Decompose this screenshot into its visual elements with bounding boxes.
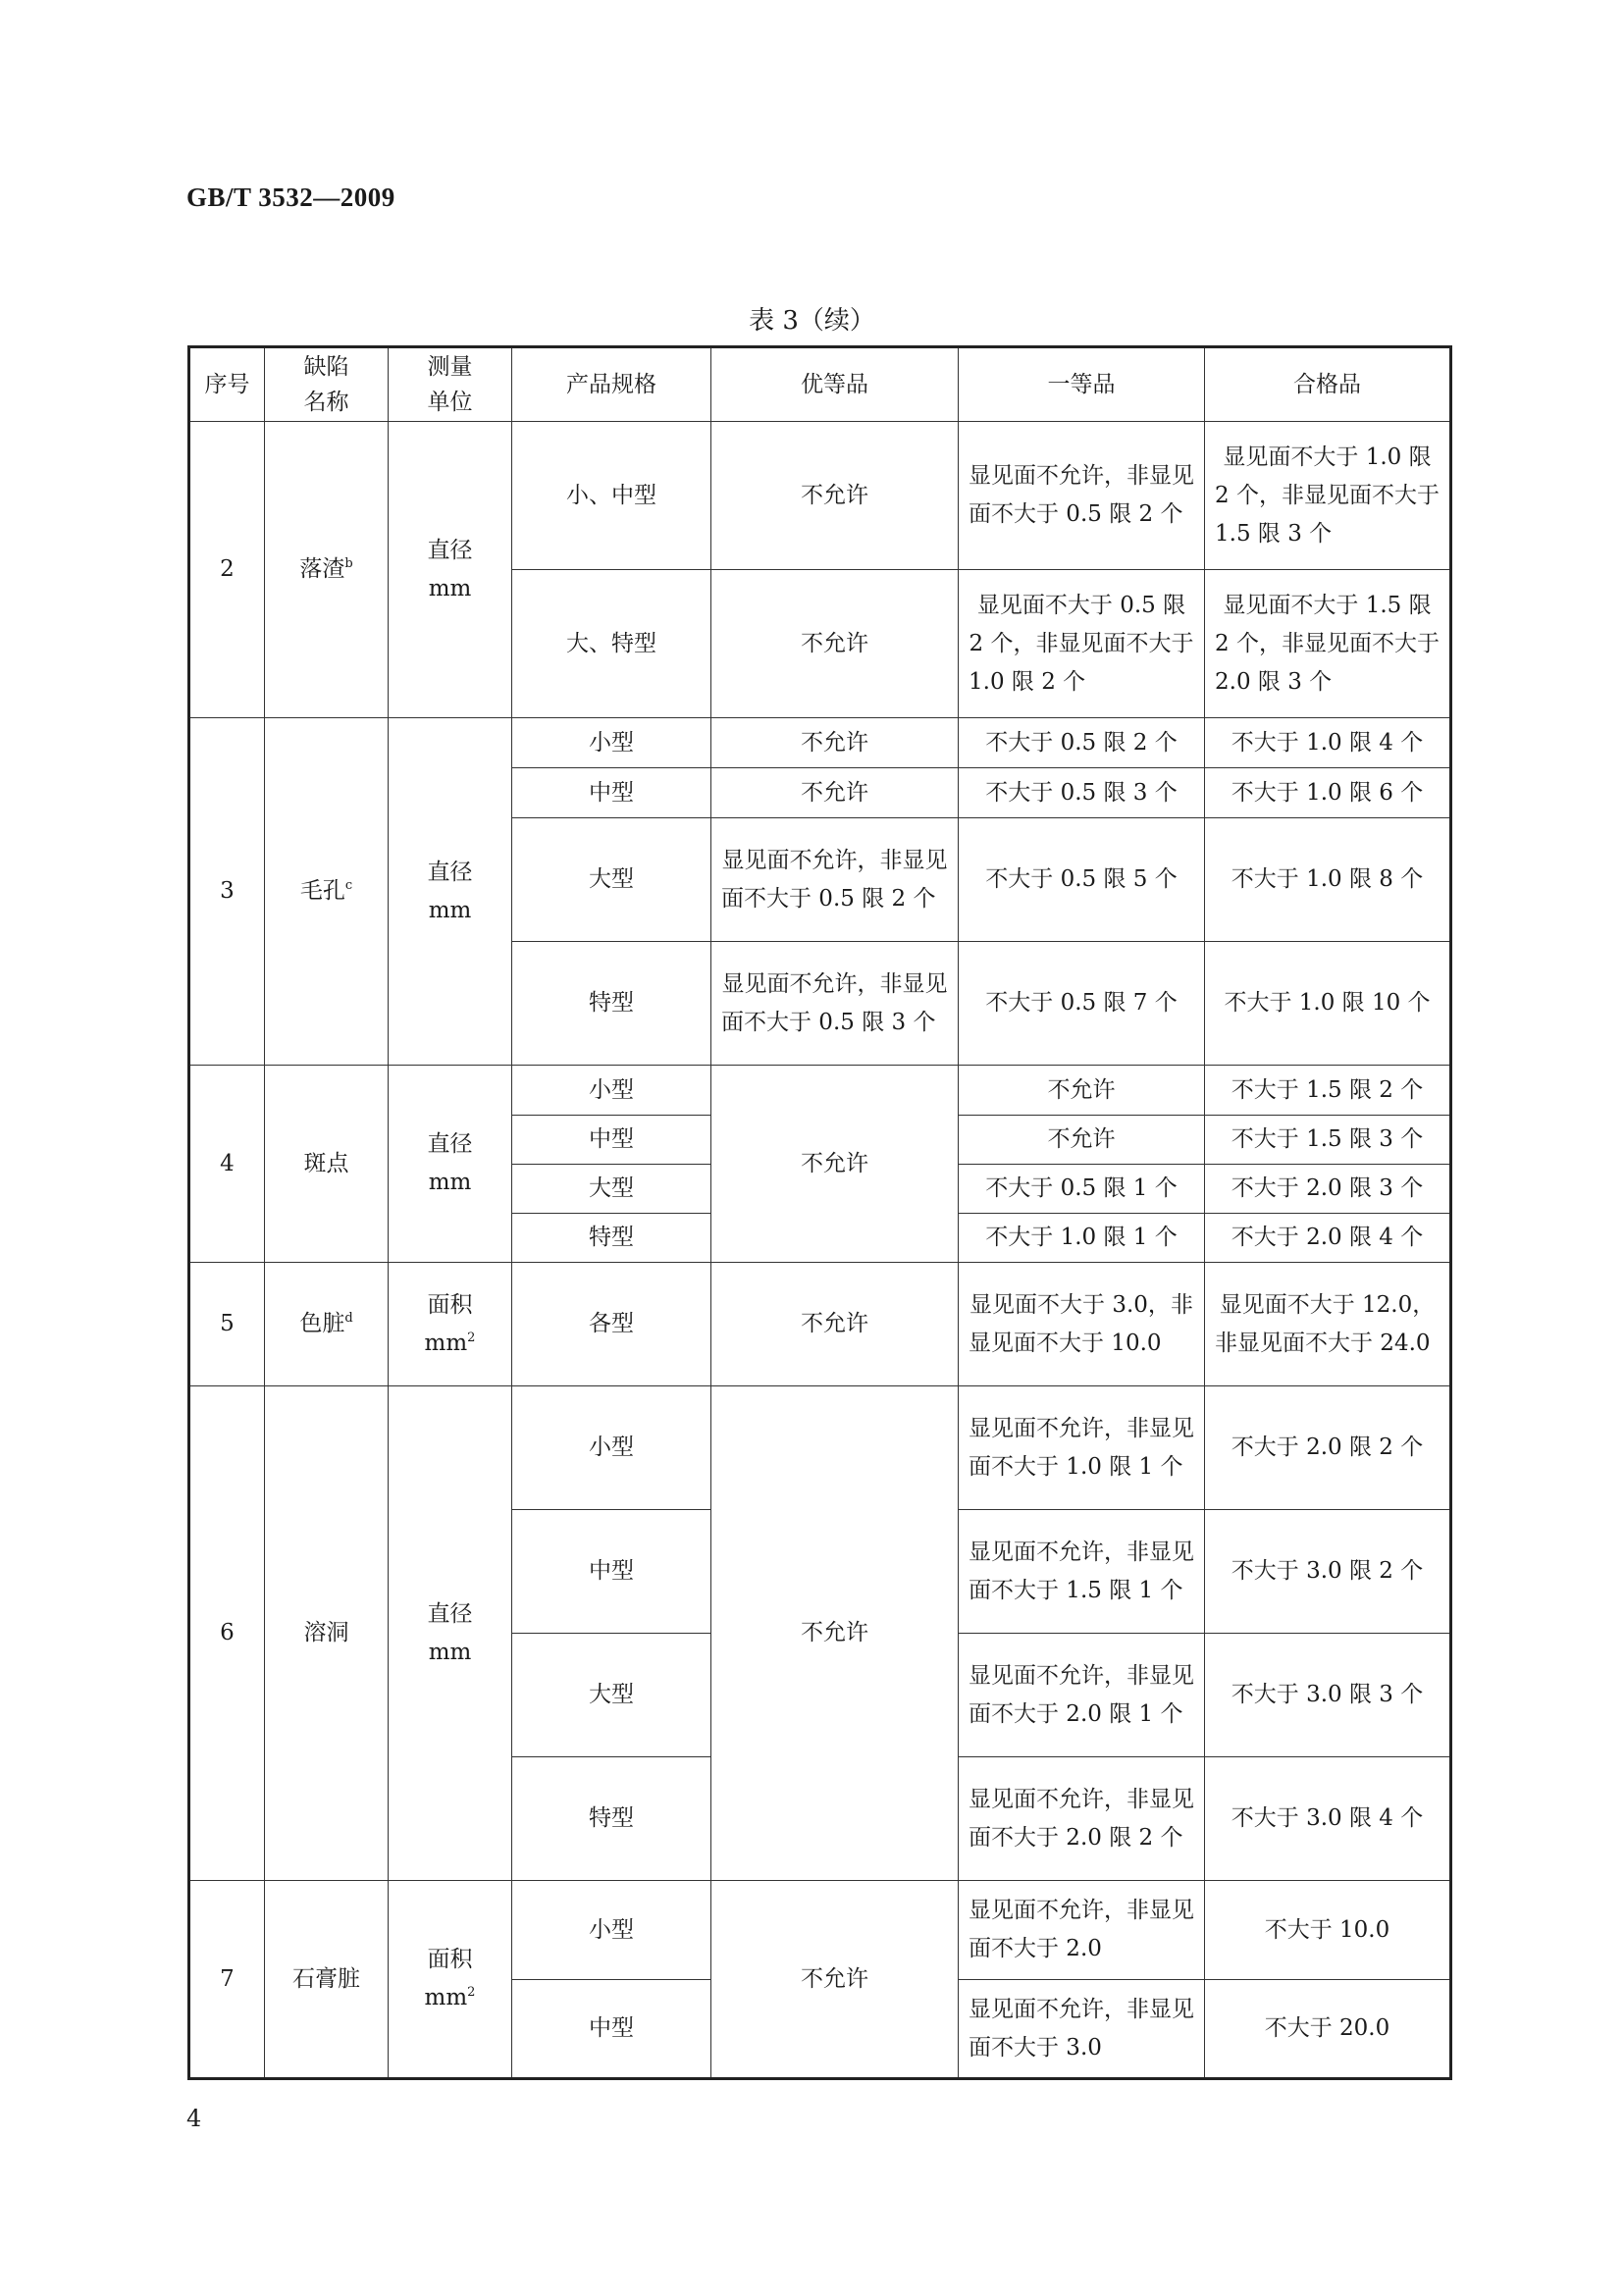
unit-cell: 直径 mm [389,422,512,718]
superior-cell: 不允许 [711,768,959,818]
superior-cell: 不允许 [711,422,959,570]
defect-name-cell: 斑点 [265,1066,389,1263]
qualified-cell: 不大于 2.0 限 2 个 [1205,1386,1451,1510]
qualified-cell: 不大于 10.0 [1205,1881,1451,1980]
superior-cell: 不允许 [711,1066,959,1263]
first-cell: 不允许 [959,1116,1205,1165]
qualified-cell: 显见面不大于 12.0，非显见面不大于 24.0 [1205,1263,1451,1386]
seq-cell: 5 [189,1263,265,1386]
defect-name-cell: 溶洞 [265,1386,389,1881]
table-row [189,1066,1451,1116]
unit-cell: 直径 mm [389,1066,512,1263]
first-cell: 显见面不大于 3.0，非显见面不大于 10.0 [959,1263,1205,1386]
seq-cell: 3 [189,718,265,1066]
unit-cell: 面积 $mm^2$ [389,1881,512,2079]
spec-cell: 中型 [512,1510,711,1634]
first-cell: 显见面不大于 0.5 限 2 个，非显见面不大于 1.0 限 2 个 [959,570,1205,718]
seq-cell: 6 [189,1386,265,1881]
first-cell: 不大于 0.5 限 7 个 [959,942,1205,1066]
table-row [189,1881,1451,1980]
col-header-superior: 优等品 [711,347,959,422]
spec-cell: 中型 [512,1980,711,2079]
spec-cell: 小、中型 [512,422,711,570]
spec-cell: 特型 [512,1214,711,1263]
spec-cell: 小型 [512,1066,711,1116]
first-cell: 显见面不允许，非显见面不大于 2.0 限 2 个 [959,1757,1205,1881]
spec-cell: 大型 [512,818,711,942]
first-cell: 不大于 0.5 限 2 个 [959,718,1205,768]
col-header-seq: 序号 [189,347,265,422]
first-cell: 显见面不允许，非显见面不大于 1.0 限 1 个 [959,1386,1205,1510]
qualified-cell: 不大于 3.0 限 2 个 [1205,1510,1451,1634]
spec-cell: 大型 [512,1634,711,1757]
qualified-cell: 不大于 1.0 限 4 个 [1205,718,1451,768]
qualified-cell: 不大于 1.5 限 2 个 [1205,1066,1451,1116]
qualified-cell: 不大于 1.0 限 8 个 [1205,818,1451,942]
qualified-cell: 显见面不大于 1.0 限 2 个，非显见面不大于 1.5 限 3 个 [1205,422,1451,570]
unit-cell: 直径 mm [389,718,512,1066]
defect-name-cell: 石膏脏 [265,1881,389,2079]
first-cell: 不允许 [959,1066,1205,1116]
spec-cell: 小型 [512,1386,711,1510]
table-row [189,422,1451,570]
unit-cell: 面积 $mm^2$ [389,1263,512,1386]
superior-cell: 不允许 [711,718,959,768]
spec-cell: 小型 [512,718,711,768]
col-header-qualified: 合格品 [1205,347,1451,422]
standard-code: GB/T 3532—2009 [186,183,395,212]
superior-cell: 不允许 [711,1263,959,1386]
defect-name-cell: 毛孔$^c$ [265,718,389,1066]
spec-cell: 大型 [512,1165,711,1214]
superior-cell: 不允许 [711,1881,959,2079]
qualified-cell: 不大于 1.0 限 6 个 [1205,768,1451,818]
table-caption: 表 3（续） [749,306,875,336]
spec-cell: 各型 [512,1263,711,1386]
table-row [189,1263,1451,1386]
defect-table [187,345,1452,2080]
spec-cell: 特型 [512,942,711,1066]
first-cell: 不大于 1.0 限 1 个 [959,1214,1205,1263]
qualified-cell: 不大于 1.5 限 3 个 [1205,1116,1451,1165]
first-cell: 不大于 0.5 限 5 个 [959,818,1205,942]
qualified-cell: 显见面不大于 1.5 限 2 个，非显见面不大于 2.0 限 3 个 [1205,570,1451,718]
first-cell: 显见面不允许，非显见面不大于 2.0 限 1 个 [959,1634,1205,1757]
seq-cell: 4 [189,1066,265,1263]
qualified-cell: 不大于 2.0 限 3 个 [1205,1165,1451,1214]
col-header-unit: 测量 单位 [389,347,512,422]
spec-cell: 小型 [512,1881,711,1980]
spec-cell: 中型 [512,1116,711,1165]
first-cell: 不大于 0.5 限 1 个 [959,1165,1205,1214]
spec-cell: 大、特型 [512,570,711,718]
first-cell: 显见面不允许，非显见面不大于 1.5 限 1 个 [959,1510,1205,1634]
qualified-cell: 不大于 3.0 限 3 个 [1205,1634,1451,1757]
defect-name-cell: 落渣$^b$ [265,422,389,718]
table-row [189,718,1451,768]
header-row [189,347,1451,422]
superior-cell: 不允许 [711,1386,959,1881]
seq-cell: 2 [189,422,265,718]
seq-cell: 7 [189,1881,265,2079]
table-row [189,1386,1451,1510]
page-number: 4 [186,2105,202,2132]
defect-name-cell: 色脏$^d$ [265,1263,389,1386]
superior-cell: 不允许 [711,570,959,718]
col-header-first: 一等品 [959,347,1205,422]
superior-cell: 显见面不允许，非显见面不大于 0.5 限 3 个 [711,942,959,1066]
qualified-cell: 不大于 3.0 限 4 个 [1205,1757,1451,1881]
qualified-cell: 不大于 2.0 限 4 个 [1205,1214,1451,1263]
qualified-cell: 不大于 1.0 限 10 个 [1205,942,1451,1066]
spec-cell: 中型 [512,768,711,818]
first-cell: 不大于 0.5 限 3 个 [959,768,1205,818]
superior-cell: 显见面不允许，非显见面不大于 0.5 限 2 个 [711,818,959,942]
first-cell: 显见面不允许，非显见面不大于 3.0 [959,1980,1205,2079]
unit-cell: 直径 mm [389,1386,512,1881]
spec-cell: 特型 [512,1757,711,1881]
col-header-spec: 产品规格 [512,347,711,422]
col-header-defect: 缺陷 名称 [265,347,389,422]
qualified-cell: 不大于 20.0 [1205,1980,1451,2079]
first-cell: 显见面不允许，非显见面不大于 2.0 [959,1881,1205,1980]
first-cell: 显见面不允许，非显见面不大于 0.5 限 2 个 [959,422,1205,570]
